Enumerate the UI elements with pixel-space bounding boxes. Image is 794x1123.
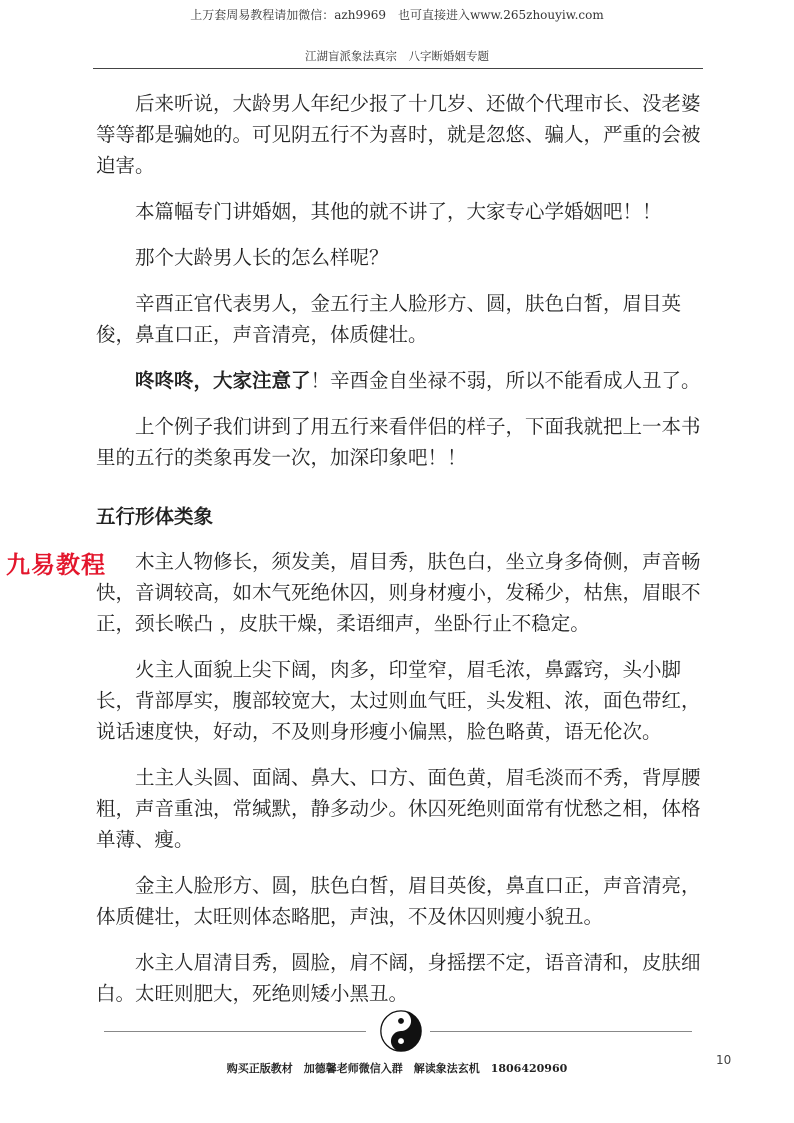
yin-yang-icon <box>380 1010 422 1052</box>
paragraph-intro-4: 辛酉正官代表男人，金五行主人脸形方、圆，肤色白皙，眉目英俊，鼻直口正，声音清亮，体质健壮。 <box>96 292 682 346</box>
paragraph-intro-1: 后来听说，大龄男人年纪少报了十几岁、还做个代理市长、没老婆等等都是骗她的。可见阴五行不为喜时，就是忽悠、骗人，严重的会被迫害。 <box>96 92 701 177</box>
emphasis-rest-text: ！辛酉金自坐禄不弱，所以不能看成人丑了。 <box>310 369 701 392</box>
paragraph-intro-3: 那个大龄男人长的怎么样呢？ <box>135 246 389 269</box>
paragraph-earth: 土主人头圆、面阔、鼻大、口方、面色黄，眉毛淡而不秀，背厚腰粗，声音重浊，常缄默，静多动少。休囚死绝则面常有忧愁之相，体格单薄、瘦。 <box>96 766 701 851</box>
emphasis-bold-text: 咚咚咚，大家注意了 <box>135 369 311 392</box>
header-divider <box>93 68 703 69</box>
paragraph-emphasis <box>96 365 702 396</box>
footer-text: 购买正版教材 加德馨老师微信入群 解读象法玄机 1806420960 <box>226 1062 568 1075</box>
page-body <box>96 88 702 1024</box>
footer-divider-right <box>430 1031 692 1032</box>
page-header-title: 江湖盲派象法真宗 八字断婚姻专题 <box>305 49 489 63</box>
paragraph-wood: 木主人物修长，须发美，眉目秀，肤色白，坐立身多倚侧，声音畅快，音调较高，如木气死绝休囚，则身材瘦小，发稀少，枯焦，眉眼不正，颈长喉凸 ，皮肤干燥，柔语细声，坐卧行止不稳定。 <box>96 550 701 635</box>
paragraph-water: 水主人眉清目秀，圆脸，肩不阔，身摇摆不定，语音清和，皮肤细白。太旺则肥大，死绝则矮小黑丑。 <box>96 951 701 1005</box>
paragraph-metal: 金主人脸形方、圆，肤色白皙，眉目英俊，鼻直口正，声音清亮，体质健壮，太旺则体态略肥，声浊，不及休囚则瘦小貌丑。 <box>96 874 701 928</box>
paragraph-fire: 火主人面貌上尖下阔，肉多，印堂窄，眉毛浓，鼻露窍，头小脚长，背部厚实，腹部较宽大，太过则血气旺，头发粗、浓，面色带红，说话速度快，好动，不及则身形瘦小偏黑，脸色略黄，语无伦次。 <box>96 658 701 743</box>
footer-divider-left <box>104 1031 366 1032</box>
top-note: 上万套周易教程请加微信：azh9969 也可直接进入www.265zhouyiw.com <box>190 8 604 22</box>
section-title: 五行形体类象 <box>96 505 214 528</box>
page-number: 10 <box>716 1053 732 1067</box>
watermark-text: 九易教程 <box>4 545 108 580</box>
paragraph-transition: 上个例子我们讲到了用五行来看伴侣的样子，下面我就把上一本书里的五行的类象再发一次，加深印象吧！！ <box>96 415 701 469</box>
paragraph-intro-2: 本篇幅专门讲婚姻，其他的就不讲了，大家专心学婚姻吧！！ <box>135 200 662 223</box>
